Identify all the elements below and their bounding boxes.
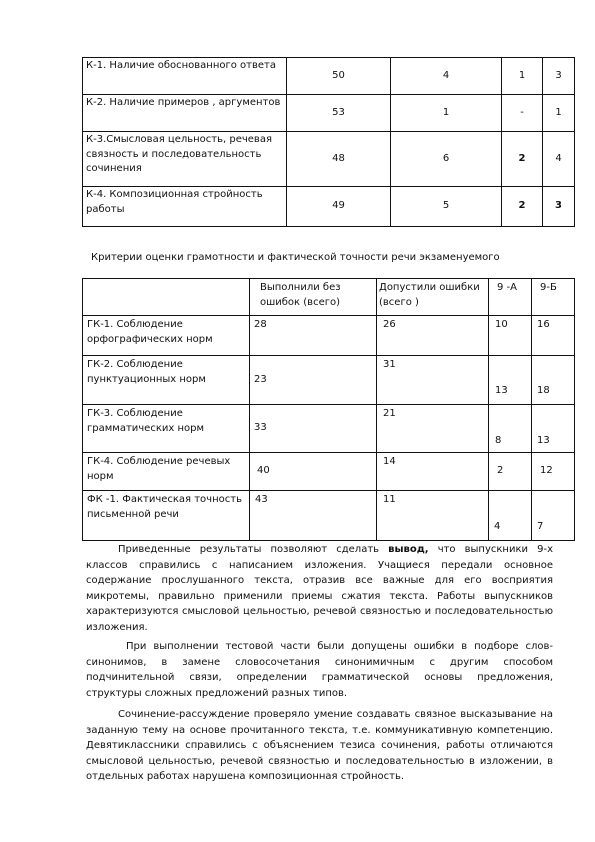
table-row: [83, 95, 575, 132]
value-cell: 21: [377, 405, 489, 453]
value-cell: 43: [250, 491, 377, 541]
value-cell: 5: [391, 187, 502, 227]
value-cell: 18: [532, 356, 575, 405]
value-cell: 48: [287, 132, 391, 187]
value-cell: 4: [543, 132, 575, 187]
paragraph-bold-text: вывод,: [388, 544, 429, 555]
criteria-table-essay: [82, 57, 575, 227]
header-empty-cell: [83, 279, 250, 316]
value-cell: 50: [287, 58, 391, 95]
value-cell: 28: [250, 316, 377, 356]
criterion-cell: ГК-2. Соблюдение пунктуационных норм: [83, 356, 250, 405]
value-cell: 2: [502, 187, 543, 227]
criterion-cell: ГК-1. Соблюдение орфографических норм: [83, 316, 250, 356]
value-cell: 12: [532, 453, 575, 491]
conclusion-paragraph: [86, 542, 553, 635]
table-row: [83, 491, 575, 541]
value-cell: 13: [532, 405, 575, 453]
value-cell: 8: [489, 405, 532, 453]
value-cell: 49: [287, 187, 391, 227]
value-cell: 2: [502, 132, 543, 187]
value-cell: 33: [250, 405, 377, 453]
value-cell: 1: [391, 95, 502, 132]
table-row: [83, 58, 575, 95]
value-cell: 3: [543, 187, 575, 227]
section-heading: Критерии оценки грамотности и фактической точности речи экзаменуемого: [91, 252, 500, 263]
table-row: [83, 316, 575, 356]
criterion-cell: К-2. Наличие примеров , аргументов: [83, 95, 287, 132]
value-cell: 16: [532, 316, 575, 356]
header-class-a: 9 -А: [489, 279, 532, 316]
header-errors: Допустили ошибки (всего ): [377, 279, 489, 316]
value-cell: 40: [250, 453, 377, 491]
value-cell: 4: [489, 491, 532, 541]
value-cell: 31: [377, 356, 489, 405]
value-cell: 1: [543, 95, 575, 132]
header-class-b: 9-Б: [532, 279, 575, 316]
table-row: [83, 405, 575, 453]
value-cell: 53: [287, 95, 391, 132]
test-errors-paragraph: [86, 639, 553, 701]
table-row: [83, 187, 575, 227]
paragraph-text: что выпускники 9-х классов справились с написанием изложения. Учащиеся передали основное содержание прослушанного текста, отразив все важные для его восприятия микротемы, правильно применили приемы сжатия текста. Работы выпускников характеризуются смысловой цельностью, речевой связностью и последовательностью изложения.: [86, 544, 553, 633]
value-cell: 13: [489, 356, 532, 405]
paragraph-text: Приведенные результаты позволяют сделать: [118, 544, 389, 555]
value-cell: 6: [391, 132, 502, 187]
value-cell: 1: [502, 58, 543, 95]
value-cell: 4: [391, 58, 502, 95]
criterion-cell: К-3.Смысловая цельность, речевая связность и последовательность сочинения: [83, 132, 287, 187]
table-row: [83, 453, 575, 491]
value-cell: 23: [250, 356, 377, 405]
criterion-cell: ГК-3. Соблюдение грамматических норм: [83, 405, 250, 453]
value-cell: -: [502, 95, 543, 132]
value-cell: 26: [377, 316, 489, 356]
value-cell: 2: [489, 453, 532, 491]
value-cell: 7: [532, 491, 575, 541]
value-cell: 11: [377, 491, 489, 541]
criteria-table-literacy: [82, 278, 575, 541]
criterion-cell: К-4. Композиционная стройность работы: [83, 187, 287, 227]
value-cell: 10: [489, 316, 532, 356]
header-no-errors: Выполнили без ошибок (всего): [250, 279, 377, 316]
table-row: [83, 356, 575, 405]
criterion-cell: ГК-4. Соблюдение речевых норм: [83, 453, 250, 491]
value-cell: 14: [377, 453, 489, 491]
table-header-row: [83, 279, 575, 316]
essay-paragraph: [86, 707, 553, 785]
table-row: [83, 132, 575, 187]
paragraph-text: Сочинение-рассуждение проверяло умение создавать связное высказывание на заданную тему на основе прочитанного текста, т.е. коммуникативную компетенцию. Девятиклассники справились с объяснением тезиса сочинения, работы отличаются смысловой цельностью, речевой связностью и последовательностью в изложении, в отдельных работах нарушена композиционная стройность.: [86, 709, 553, 782]
criterion-cell: ФК -1. Фактическая точность письменной речи: [83, 491, 250, 541]
criterion-cell: К-1. Наличие обоснованного ответа: [83, 58, 287, 95]
value-cell: 3: [543, 58, 575, 95]
paragraph-text: При выполнении тестовой части были допущены ошибки в подборе слов-синонимов, в замене словосочетания синонимичным с другим способом подчинительной связи, определении грамматической основы предложения, структуры сложных предложений разных типов.: [86, 641, 553, 699]
